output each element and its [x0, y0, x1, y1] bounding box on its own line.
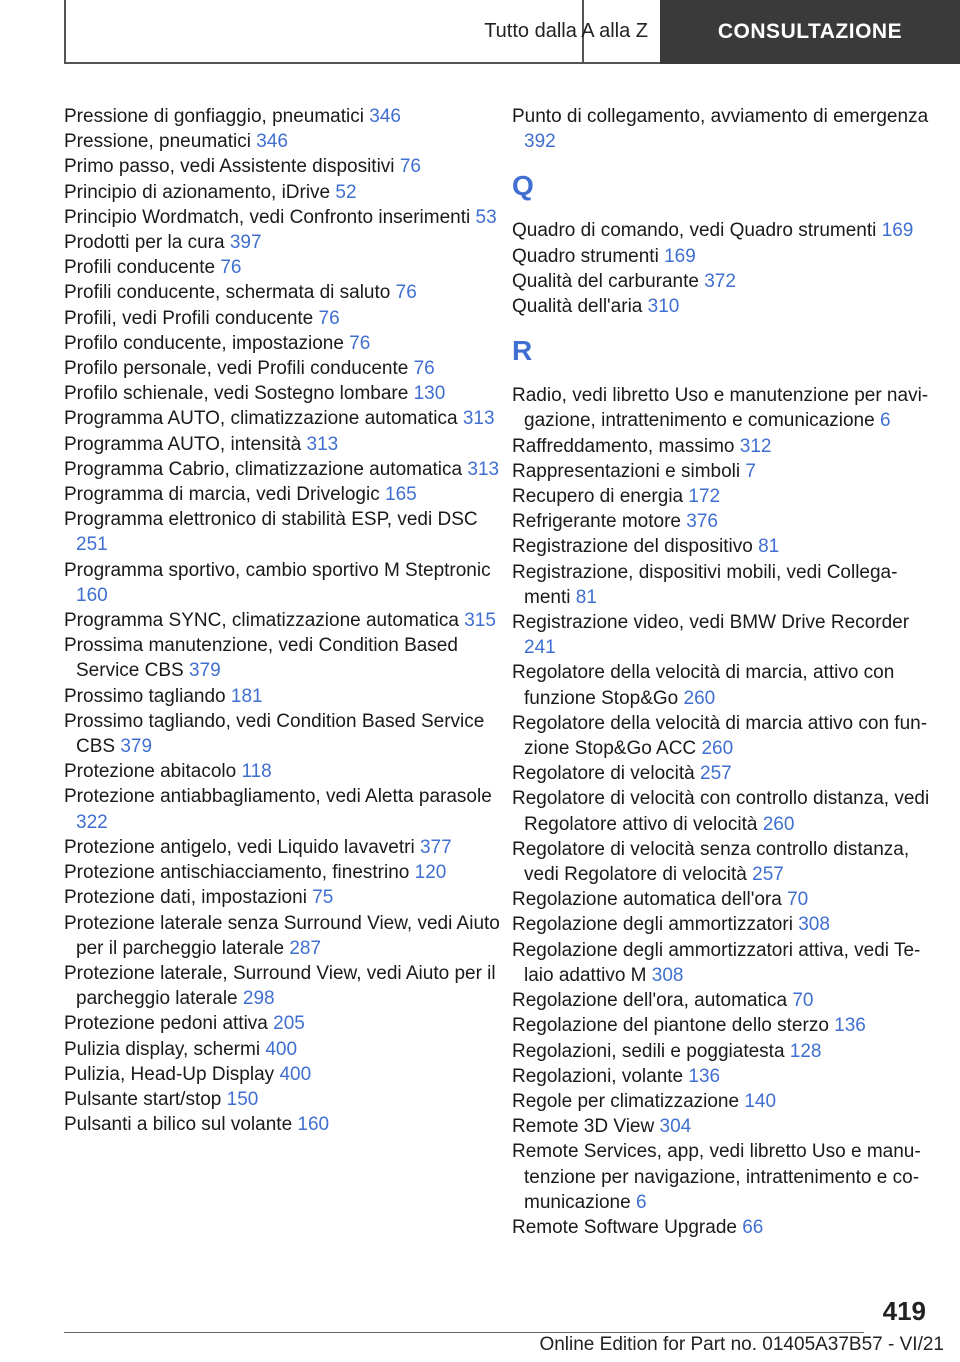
entry-text: Programma AUTO, intensità — [64, 433, 302, 455]
index-entry — [512, 1139, 932, 1215]
index-entry — [64, 558, 504, 608]
entry-text: Programma AUTO, climatizzazione automatica — [64, 408, 458, 430]
entry-page-link[interactable]: 379 — [120, 736, 153, 758]
entry-text: Programma sportivo, cambio sportivo M Steptronic — [64, 559, 491, 581]
entry-text: Protezione antiabbagliamento, vedi Aletta parasole — [64, 786, 492, 808]
entry-page-link[interactable]: 308 — [651, 964, 684, 986]
index-entry — [512, 887, 932, 912]
index-entry — [64, 306, 504, 331]
index-entry — [64, 255, 504, 280]
index-entry — [512, 1013, 932, 1038]
entry-text: Protezione pedoni attiva — [64, 1013, 268, 1035]
entry-text: Remote Services, app, vedi libretto Uso e manutenzione per navigazione, intrattenimento e comunicazione — [512, 1141, 921, 1213]
entry-text: Regolazioni, volante — [512, 1065, 684, 1087]
entry-page-link[interactable]: 376 — [686, 511, 718, 533]
index-entry — [512, 1114, 932, 1139]
index-entry — [512, 837, 932, 887]
entry-page-link[interactable]: 181 — [230, 685, 263, 707]
entry-text: Profilo schienale, vedi Sostegno lombare — [64, 383, 409, 405]
index-entry — [64, 835, 504, 860]
entry-page-link[interactable]: 6 — [635, 1191, 647, 1213]
entry-text: Programma elettronico di stabilità ESP, vedi DSC — [64, 509, 478, 531]
entry-text: Regolatore di velocità — [512, 763, 695, 785]
entry-text: Profilo personale, vedi Profili conducente — [64, 358, 409, 380]
index-entry — [64, 1011, 504, 1036]
entry-text: Registrazione video, vedi BMW Drive Recorder — [512, 612, 910, 634]
index-entry — [512, 104, 932, 154]
entry-page-link[interactable]: 308 — [798, 914, 830, 936]
index-entry — [512, 484, 932, 509]
entry-text: Profilo conducente, impostazione — [64, 332, 344, 354]
index-column-right — [512, 104, 932, 1240]
index-entry — [64, 1112, 504, 1137]
entry-text: Programma SYNC, climatizzazione automatica — [64, 610, 459, 632]
index-entry — [64, 507, 504, 557]
index-entry — [64, 180, 504, 205]
entry-text: Pulizia display, schermi — [64, 1038, 261, 1060]
index-entry — [512, 509, 932, 534]
entry-page-link[interactable]: 397 — [229, 232, 262, 254]
entry-text: Protezione laterale, Surround View, vedi Aiuto per il parcheggio laterale — [64, 962, 496, 1010]
entry-text: Protezione antischiacciamento, finestrino — [64, 862, 410, 884]
index-entry — [512, 912, 932, 937]
index-entry — [512, 711, 932, 761]
index-letter-r: R — [512, 335, 533, 367]
entry-page-link[interactable]: 76 — [413, 358, 435, 380]
entry-page-link[interactable]: 150 — [226, 1088, 259, 1110]
entry-text: Punto di collegamento, avviamento di emergenza — [512, 106, 929, 127]
entry-page-link[interactable]: 313 — [462, 408, 495, 430]
footer-rule — [64, 1332, 864, 1333]
entry-text: Registrazione del dispositivo — [512, 536, 753, 558]
index-entry — [512, 938, 932, 988]
entry-text: Prossima manutenzione, vedi Condition Based Service CBS — [64, 635, 458, 682]
index-entry — [64, 608, 504, 633]
entry-text: Prossimo tagliando — [64, 685, 226, 707]
entry-text: Protezione laterale senza Surround View, vedi Aiuto per il parcheggio laterale — [64, 912, 500, 959]
index-entry — [64, 457, 504, 482]
entry-text: Regole per climatizzazione — [512, 1090, 740, 1112]
entry-page-link[interactable]: 260 — [762, 813, 795, 835]
entry-text: Regolatore di velocità senza controllo distanza, vedi Regolatore di velocità — [512, 838, 910, 886]
entry-text: Pressione, pneumatici — [64, 131, 251, 153]
index-entry — [64, 230, 504, 255]
index-entry — [64, 885, 504, 910]
index-entry — [512, 660, 932, 710]
entry-text: Primo passo, vedi Assistente dispositivi — [64, 156, 395, 178]
entry-text: Principio di azionamento, iDrive — [64, 181, 331, 203]
index-entry — [64, 633, 504, 683]
entry-text: Remote 3D View — [512, 1116, 655, 1138]
entry-text: Prodotti per la cura — [64, 232, 225, 254]
index-entry — [512, 459, 932, 484]
entry-text: Regolazione dell'ora, automatica — [512, 990, 788, 1012]
entry-page-link[interactable]: 160 — [76, 584, 108, 606]
index-entry — [64, 104, 504, 129]
entry-page-link[interactable]: 172 — [688, 486, 721, 508]
index-entry — [512, 1215, 932, 1240]
entry-page-link[interactable]: 81 — [575, 586, 597, 608]
index-entry — [64, 911, 504, 961]
entry-page-link[interactable]: 392 — [524, 131, 556, 153]
entry-page-link[interactable]: 70 — [787, 889, 809, 911]
entry-text: Profili, vedi Profili conducente — [64, 307, 314, 329]
entry-text: Protezione abitacolo — [64, 761, 237, 783]
index-entry — [64, 432, 504, 457]
entry-page-link[interactable]: 205 — [273, 1013, 305, 1035]
entry-page-link[interactable]: 136 — [834, 1015, 866, 1037]
index-entry — [64, 331, 504, 356]
entry-text: Principio Wordmatch, vedi Confronto inserimenti — [64, 206, 471, 228]
index-entry — [64, 1062, 504, 1087]
index-entry — [512, 1039, 932, 1064]
index-entry — [64, 684, 504, 709]
index-entry — [64, 1087, 504, 1112]
entry-text: Pulsanti a bilico sul volante — [64, 1114, 293, 1136]
index-entry — [64, 482, 504, 507]
entry-text: Pulizia, Head-Up Display — [64, 1063, 275, 1085]
entry-page-link[interactable]: 140 — [744, 1090, 777, 1112]
entry-page-link[interactable]: 315 — [464, 610, 496, 632]
index-entry — [512, 560, 932, 610]
index-entry — [64, 759, 504, 784]
entry-text: Regolazione degli ammortizzatori — [512, 914, 793, 936]
entry-page-link[interactable]: 257 — [752, 864, 784, 886]
entry-page-link[interactable]: 346 — [256, 131, 288, 153]
entry-page-link[interactable]: 76 — [349, 332, 371, 354]
index-entry — [512, 761, 932, 786]
entry-text: Regolazioni, sedili e poggiatesta — [512, 1040, 785, 1062]
index-entry — [512, 383, 932, 433]
entry-text: Pressione di gonfiaggio, pneumatici — [64, 106, 364, 127]
entry-text: Protezione dati, impostazioni — [64, 887, 307, 909]
entry-page-link[interactable]: 298 — [242, 988, 275, 1010]
index-column-left — [64, 104, 504, 1137]
entry-page-link[interactable]: 312 — [739, 435, 772, 457]
index-entry — [64, 1037, 504, 1062]
entry-page-link[interactable]: 169 — [664, 245, 696, 267]
entry-text: Rappresentazioni e simboli — [512, 460, 741, 482]
entry-page-link[interactable]: 346 — [369, 106, 401, 127]
entry-text: Profili conducente — [64, 257, 216, 279]
entry-page-link[interactable]: 377 — [419, 836, 452, 858]
entry-page-link[interactable]: 136 — [688, 1065, 721, 1087]
index-entry — [64, 129, 504, 154]
index-entry — [512, 434, 932, 459]
index-entry — [512, 988, 932, 1013]
entry-text: Programma di marcia, vedi Drivelogic — [64, 484, 380, 506]
entry-text: Prossimo tagliando, vedi Condition Based Service CBS — [64, 710, 485, 758]
entry-page-link[interactable]: 313 — [467, 458, 500, 480]
index-entry — [64, 406, 504, 431]
entry-page-link[interactable]: 52 — [335, 181, 357, 203]
entry-text: Pulsante start/stop — [64, 1088, 222, 1110]
page-number: 419 — [882, 1296, 926, 1326]
index-entry — [64, 280, 504, 305]
entry-page-link[interactable]: 130 — [413, 383, 446, 405]
index-entry — [512, 610, 932, 660]
entry-text: Profili conducente, schermata di saluto — [64, 282, 391, 304]
entry-text: Raffreddamento, massimo — [512, 435, 735, 457]
entry-page-link[interactable]: 400 — [279, 1063, 312, 1085]
chapter-tab: CONSULTAZIONE — [660, 0, 960, 64]
entry-page-link[interactable]: 257 — [700, 763, 732, 785]
entry-text: Recupero di energia — [512, 486, 684, 508]
entry-text: Regolazione del piantone dello sterzo — [512, 1015, 829, 1037]
entry-page-link[interactable]: 310 — [647, 296, 680, 318]
index-entry — [64, 860, 504, 885]
entry-text: Registrazione, dispositivi mobili, vedi Collegamenti — [512, 561, 898, 608]
entry-text: Quadro strumenti — [512, 245, 659, 267]
index-entry — [64, 961, 504, 1011]
entry-text: Regolatore della velocità di marcia, attivo con funzione Stop&Go — [512, 662, 895, 709]
index-entry — [512, 294, 932, 319]
entry-page-link[interactable]: 70 — [792, 990, 814, 1012]
entry-page-link[interactable]: 6 — [879, 410, 891, 432]
entry-text: Remote Software Upgrade — [512, 1216, 737, 1238]
index-entry — [512, 218, 932, 243]
index-entry — [512, 269, 932, 294]
entry-text: Radio, vedi libretto Uso e manutenzione per navigazione, intrattenimento e comunicazione — [512, 385, 929, 432]
entry-page-link[interactable]: 379 — [188, 660, 221, 682]
entry-page-link[interactable]: 53 — [475, 206, 497, 228]
entry-page-link[interactable]: 287 — [289, 937, 322, 959]
entry-page-link[interactable]: 304 — [659, 1116, 692, 1138]
entry-page-link[interactable]: 120 — [414, 862, 447, 884]
entry-page-link[interactable]: 76 — [395, 282, 417, 304]
entry-text: Regolatore della velocità di marcia attivo con funzione Stop&Go ACC — [512, 712, 928, 760]
index-letter-q: Q — [512, 170, 534, 202]
entry-page-link[interactable]: 260 — [701, 738, 734, 760]
entry-text: Regolatore di velocità con controllo distanza, vedi Regolatore attivo di velocità — [512, 788, 930, 835]
entry-page-link[interactable]: 76 — [399, 156, 421, 178]
entry-page-link[interactable]: 400 — [265, 1038, 298, 1060]
entry-text: Quadro di comando, vedi Quadro strumenti — [512, 220, 877, 242]
index-entry — [512, 244, 932, 269]
index-entry — [512, 1064, 932, 1089]
entry-page-link[interactable]: 75 — [312, 887, 334, 909]
entry-text: Qualità dell'aria — [512, 296, 643, 318]
entry-page-link[interactable]: 76 — [220, 257, 242, 279]
entry-text: Programma Cabrio, climatizzazione automatica — [64, 458, 463, 480]
entry-page-link[interactable]: 313 — [306, 433, 339, 455]
index-entry — [64, 205, 504, 230]
entry-page-link[interactable]: 128 — [789, 1040, 822, 1062]
index-entry — [64, 709, 504, 759]
entry-page-link[interactable]: 241 — [524, 637, 556, 659]
index-entry — [64, 356, 504, 381]
index-entry — [64, 784, 504, 834]
entry-page-link[interactable]: 322 — [76, 811, 108, 833]
entry-text: Refrigerante motore — [512, 511, 681, 533]
index-entry — [512, 786, 932, 836]
entry-page-link[interactable]: 81 — [758, 536, 780, 558]
entry-page-link[interactable]: 160 — [297, 1114, 330, 1136]
entry-page-link[interactable]: 118 — [241, 761, 272, 783]
entry-page-link[interactable]: 251 — [76, 534, 108, 556]
entry-page-link[interactable]: 76 — [318, 307, 340, 329]
section-title: Tutto dalla A alla Z — [484, 19, 648, 42]
entry-page-link[interactable]: 169 — [881, 220, 914, 242]
index-entry — [64, 381, 504, 406]
entry-page-link[interactable]: 260 — [683, 687, 716, 709]
entry-page-link[interactable]: 66 — [742, 1216, 764, 1238]
entry-text: Regolazione degli ammortizzatori attiva, vedi Telaio adattivo M — [512, 939, 921, 986]
index-entry — [64, 154, 504, 179]
footer-edition: Online Edition for Part no. 01405A37B57 - VI/21 — [539, 1334, 944, 1355]
entry-text: Protezione antigelo, vedi Liquido lavavetri — [64, 836, 415, 858]
index-entry — [512, 1089, 932, 1114]
entry-text: Qualità del carburante — [512, 270, 699, 292]
entry-page-link[interactable]: 372 — [704, 270, 736, 292]
entry-page-link[interactable]: 165 — [385, 484, 417, 506]
index-entry — [512, 534, 932, 559]
entry-text: Regolazione automatica dell'ora — [512, 889, 782, 911]
entry-page-link[interactable]: 7 — [745, 460, 756, 482]
